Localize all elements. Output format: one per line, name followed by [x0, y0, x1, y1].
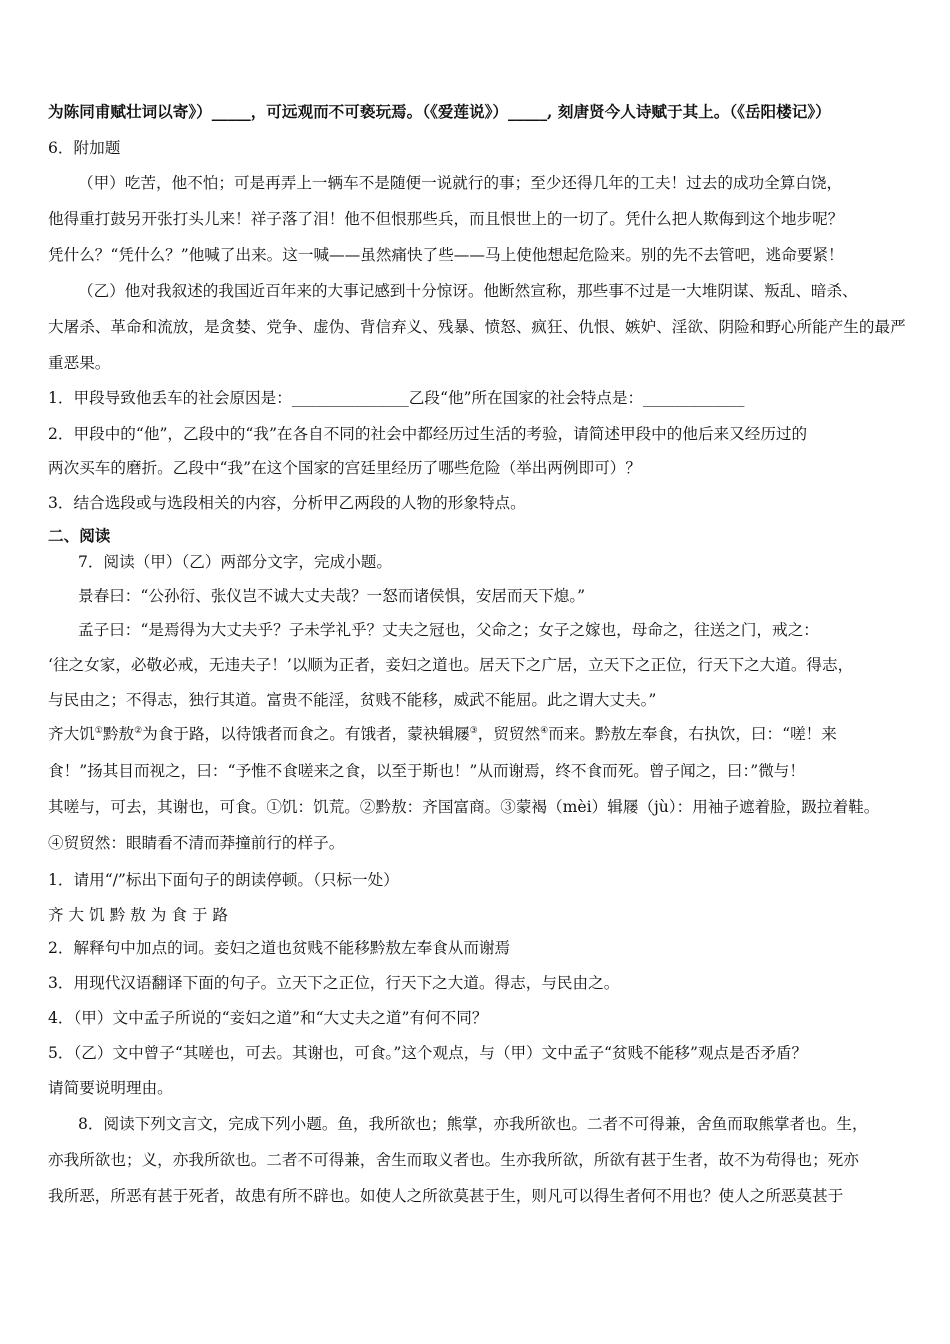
- passage-jia-line: 他得重打鼓另开张打头儿来！祥子落了泪！他不但恨那些兵，而且恨世上的一切了。凭什么把人欺侮到这个地步呢？: [48, 210, 844, 228]
- passage-yi-line: （乙）他对我叙述的我国近百年来的大事记感到十分惊讶。他断然宣称，那些事不过是一大堆阴谋、叛乱、暗杀、: [78, 282, 858, 300]
- question-line: 1．请用“/”标出下面句子的朗读停顿。（只标一处）: [48, 871, 399, 889]
- passage-yi-line: 大屠杀、革命和流放，是贪婪、党争、虚伪、背信弃义、残暴、愤怒、疯狂、仇恨、嫉妒、淫欲、阴险和野心所能产生的最严: [48, 318, 906, 336]
- question-line: 3．结合选段或与选段相关的内容，分析甲乙两段的人物的形象特点。: [48, 494, 526, 512]
- footnote-marker: ④: [540, 725, 549, 736]
- question-8-line: 亦我所欲也；义，亦我所欲也。二者不可得兼，舍生而取义者也。生亦我所欲，所欲有甚于生者，故不为苟得也；死亦: [48, 1151, 859, 1169]
- question-8-line: 我所恶，所恶有甚于死者，故患有所不辟也。如使人之所欲莫甚于生，则凡可以得生者何不用也？使人之所恶莫甚于: [48, 1187, 844, 1205]
- question-line: 1．甲段导致他丢车的社会原因是：_______________乙段“他”所在国家的社会特点是：_____________: [48, 389, 745, 407]
- question-6-title: 6．附加题: [48, 139, 121, 157]
- question-line: 2．解释句中加点的词。妾妇之道也贫贱不能移黔敖左奉食从而谢焉: [48, 939, 511, 957]
- question-8-line: 8．阅读下列文言文，完成下列小题。鱼，我所欲也；熊掌，亦我所欲也。二者不可得兼，舍鱼而取熊掌者也。生，: [78, 1115, 868, 1133]
- text-run: ，贸贸然: [477, 725, 541, 743]
- footnote-marker: ②: [134, 725, 143, 736]
- text-run: 为食于路，以待饿者而食之。有饿者，蒙袂辑屦: [142, 725, 470, 743]
- question-line: 2．甲段中的“他”，乙段中的“我”在各自不同的社会中都经历过生活的考验，请简述甲段中的他后来又经历过的: [48, 425, 808, 443]
- passage-jia-line: 与民由之；不得志，独行其道。富贵不能淫，贫贱不能移，威武不能屈。此之谓大丈夫。”: [48, 691, 657, 709]
- footnote-line: ④贸贸然：眼睛看不清而莽撞前行的样子。: [48, 834, 345, 852]
- passage-jia-line: 孟子曰：“是焉得为大丈夫乎？子未学礼乎？丈夫之冠也，父命之；女子之嫁也，母命之，往送之门，戒之：: [78, 621, 819, 639]
- text-run: 齐大饥: [48, 725, 95, 743]
- passage-yi-line: 其嗟与，可去，其谢也，可食。①饥：饥荒。②黔敖：齐国富商。③蒙褐（mèi）辑屦（jù）：用袖子遮着脸，趿拉着鞋。: [48, 798, 880, 816]
- footnote-marker: ③: [469, 725, 478, 736]
- text-run: 黔敖: [102, 725, 135, 743]
- question-line: 请简要说明理由。: [48, 1079, 173, 1097]
- passage-jia-line: 凭什么？“凭什么？”他喊了出来。这一喊——虽然痛快了些——马上使他想起危险来。别的先不去管吧，逃命要紧！: [48, 246, 844, 264]
- passage-jia-line: 景春曰：“公孙衍、张仪岂不诚大丈夫哉？一怒而诸侯惧，安居而天下熄。”: [78, 587, 586, 605]
- question-line: 3．用现代汉语翻译下面的句子。立天下之正位，行天下之大道。得志，与民由之。: [48, 974, 620, 992]
- footnote-marker: ①: [94, 725, 103, 736]
- text-run: 而来。黔敖左奉食，右执饮，曰：“嗟！来: [548, 725, 837, 743]
- passage-yi-line: 食！”扬其目而视之，曰：“予惟不食嗟来之食，以至于斯也！”从而谢焉，终不食而死。曾子闻之，曰：”微与！: [48, 762, 805, 780]
- question-line: 两次买车的磨折。乙段中“我”在这个国家的宫廷里经历了哪些危险（举出两例即可）？: [48, 459, 641, 477]
- sentence-to-mark: 齐 大 饥 黔 敖 为 食 于 路: [48, 906, 228, 924]
- question-line: 5．（乙）文中曾子“其嗟也，可去。其谢也，可食。”这个观点，与（甲）文中孟子“贫贱不能移”观点是否矛盾？: [48, 1044, 808, 1062]
- passage-jia-line: ‘往之女家，必敬必戒，无违夫子！’以顺为正者，妾妇之道也。居天下之广居，立天下之正位，行天下之大道。得志，: [48, 656, 854, 674]
- fill-blank-line: 为陈同甫赋壮词以寄》）_____，可远观而不可亵玩焉。（《爱莲说》）_____, 刻唐贤今人诗赋于其上。（《岳阳楼记》）: [48, 102, 831, 121]
- passage-yi-line: [48, 724, 908, 744]
- passage-yi-line: 重恶果。: [48, 354, 111, 372]
- question-7-title: 7．阅读（甲）（乙）两部分文字，完成小题。: [78, 553, 392, 571]
- section-title: 二、阅读: [48, 526, 111, 545]
- question-line: 4．（甲）文中孟子所说的“妾妇之道”和“大丈夫之道”有何不同？: [48, 1009, 488, 1027]
- passage-jia-line: （甲）吃苦，他不怕；可是再弄上一辆车不是随便一说就行的事；至少还得几年的工夫！过去的成功全算白饶，: [78, 174, 843, 192]
